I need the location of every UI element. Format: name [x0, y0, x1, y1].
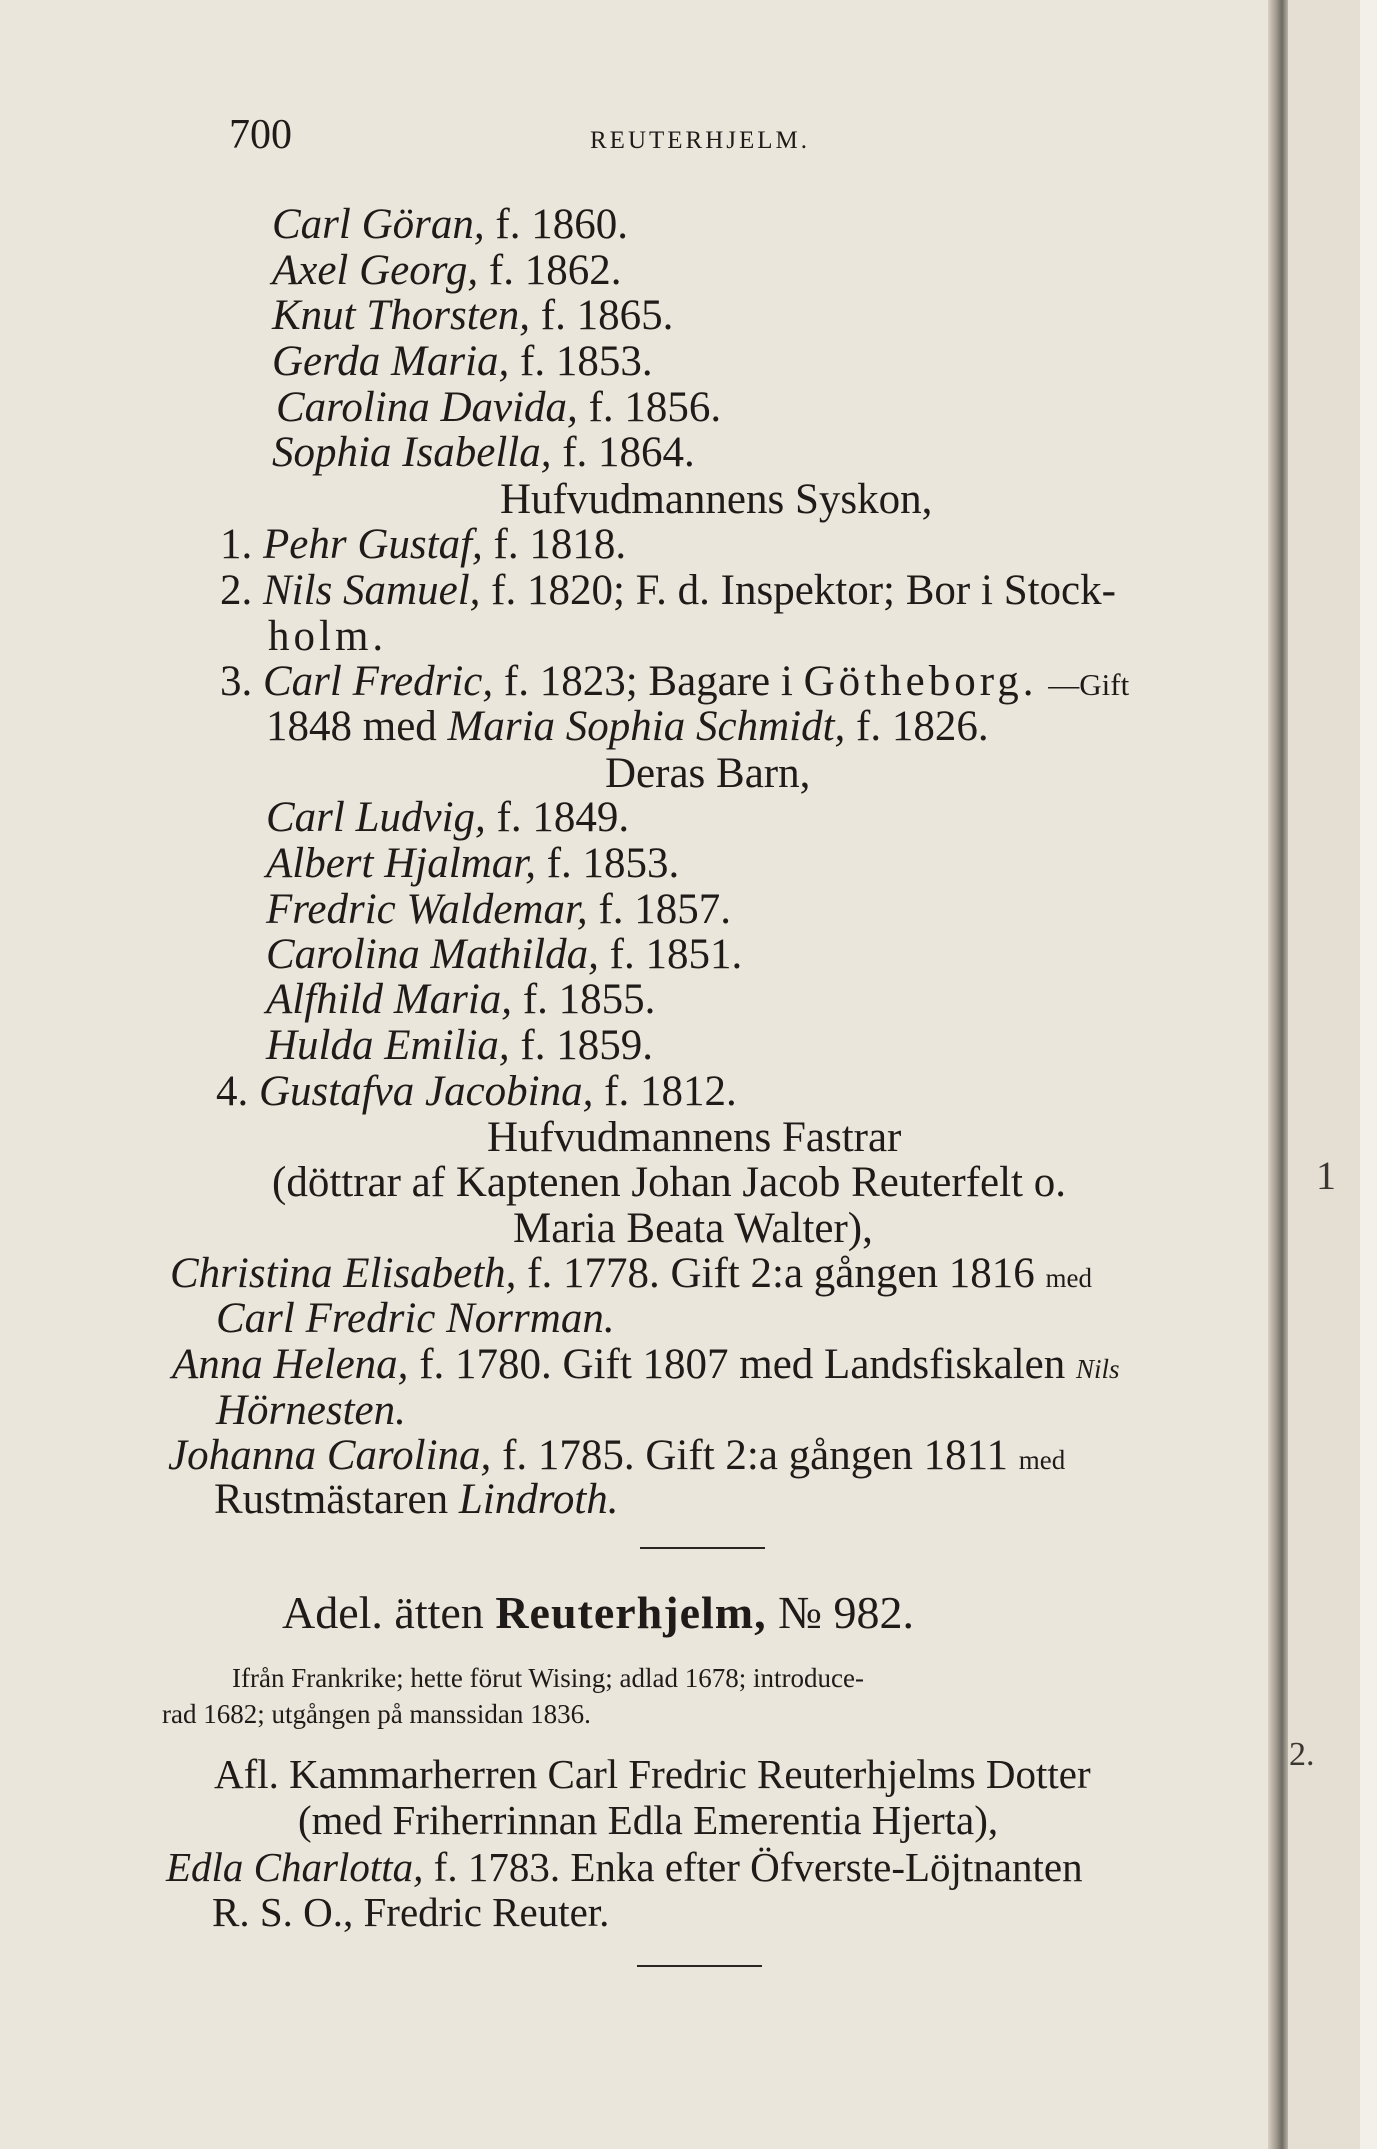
margin-mark: 1 — [1316, 1153, 1336, 1198]
page-number: 700 — [229, 112, 292, 158]
continuation-line: R. S. O., Fredric Reuter. — [212, 1889, 610, 1935]
list-item: Christina Elisabeth, f. 1778. Gift 2:a gången 1816 med — [170, 1250, 1092, 1297]
list-item: Fredric Waldemar, f. 1857. — [266, 886, 732, 933]
page-edge — [1360, 0, 1377, 2149]
list-item: Edla Charlotta, f. 1783. Enka efter Öfverste-Löjtnanten — [166, 1844, 1083, 1890]
list-item: Alfhild Maria, f. 1855. — [266, 976, 656, 1023]
intro-line: Ifrån Frankrike; hette förut Wising; adlad 1678; introduce- — [232, 1663, 864, 1693]
continuation-line: Carl Fredric Norrman. — [216, 1295, 615, 1342]
list-item: Carolina Mathilda, f. 1851. — [266, 931, 743, 978]
text-line: (döttrar af Kaptenen Johan Jacob Reuterfelt o. — [272, 1159, 1066, 1206]
list-item: Albert Hjalmar, f. 1853. — [266, 840, 680, 887]
list-item: Sophia Isabella, f. 1864. — [272, 429, 695, 476]
section-heading: Hufvudmannens Fastrar — [487, 1114, 902, 1161]
continuation-line: Rustmästaren Lindroth. — [214, 1476, 619, 1523]
section-heading: Deras Barn, — [605, 750, 811, 797]
list-item: 1. Pehr Gustaf, f. 1818. — [220, 521, 627, 568]
divider — [637, 1965, 762, 1967]
text-line: Afl. Kammarherren Carl Fredric Reuterhjelms Dotter — [214, 1751, 1091, 1797]
divider — [640, 1547, 765, 1549]
list-item: Carl Göran, f. 1860. — [272, 201, 628, 248]
intro-line: rad 1682; utgången på manssidan 1836. — [162, 1699, 591, 1729]
section-heading: Hufvudmannens Syskon, — [500, 476, 933, 523]
list-item: Carolina Davida, f. 1856. — [276, 384, 722, 431]
list-item: Hulda Emilia, f. 1859. — [266, 1022, 653, 1069]
list-item: Axel Georg, f. 1862. — [272, 247, 622, 294]
list-item: Johanna Carolina, f. 1785. Gift 2:a gången 1811 med — [168, 1432, 1066, 1479]
text-line: (med Friherrinnan Edla Emerentia Hjerta), — [298, 1797, 999, 1843]
next-page-edge — [1288, 0, 1360, 2149]
section-title: Adel. ätten Reuterhjelm, № 982. — [282, 1587, 914, 1638]
list-item: 2. Nils Samuel, f. 1820; F. d. Inspektor; Bor i Stock- — [220, 567, 1116, 614]
continuation-line: Hörnesten. — [216, 1387, 406, 1434]
text-line: Maria Beata Walter), — [513, 1205, 873, 1252]
list-item: Knut Thorsten, f. 1865. — [272, 292, 674, 339]
list-item: Carl Ludvig, f. 1849. — [266, 794, 630, 841]
list-item: Gerda Maria, f. 1853. — [272, 338, 653, 385]
list-item: 3. Carl Fredric, f. 1823; Bagare i Götheborg. —Gift — [220, 658, 1130, 705]
continuation-line: 1848 med Maria Sophia Schmidt, f. 1826. — [266, 703, 989, 750]
list-item: 4. Gustafva Jacobina, f. 1812. — [216, 1068, 737, 1115]
margin-mark: 2. — [1289, 1736, 1315, 1773]
continuation-line: holm. — [268, 613, 388, 660]
list-item: Anna Helena, f. 1780. Gift 1807 med Landsfiskalen Nils — [172, 1341, 1120, 1388]
running-title: REUTERHJELM. — [590, 127, 811, 154]
book-gutter — [1268, 0, 1288, 2149]
